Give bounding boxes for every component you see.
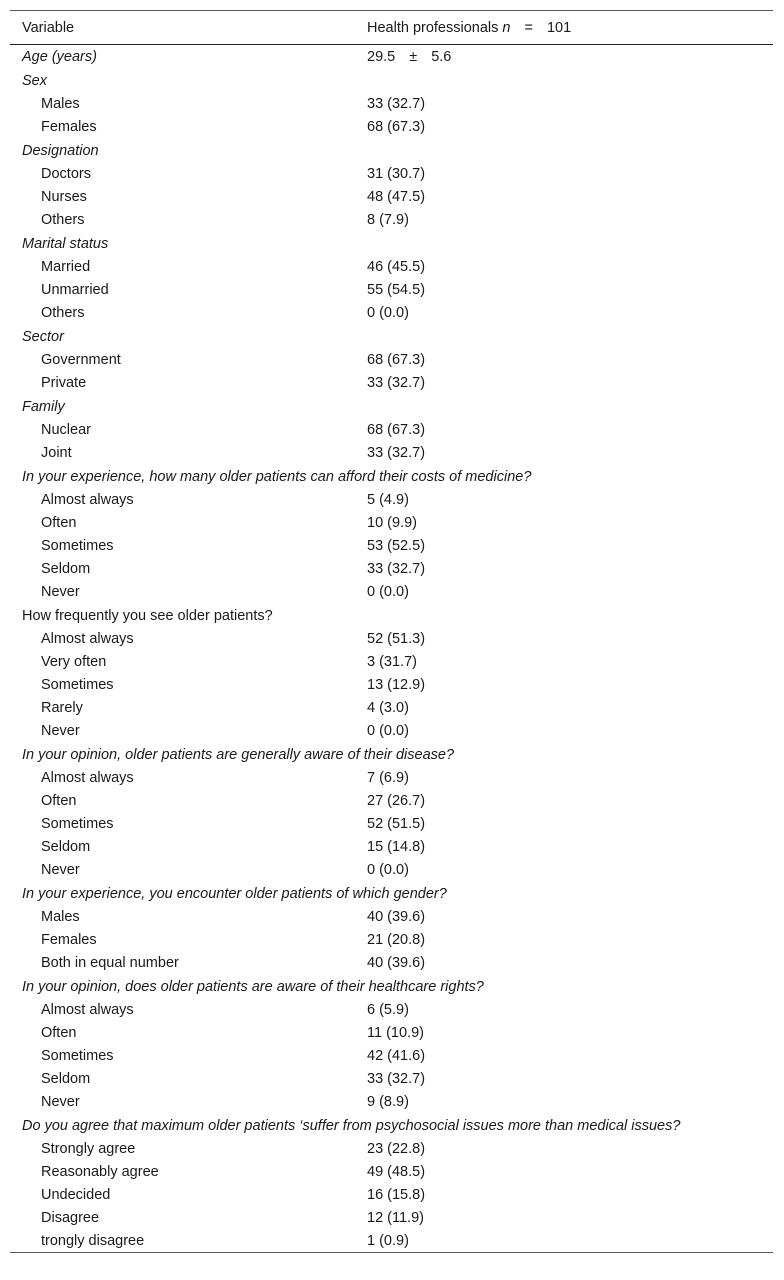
row-label: Almost always: [41, 491, 134, 508]
section-title: In your opinion, older patients are generally aware of their disease?: [22, 746, 455, 763]
row-value: 0 (0.0): [367, 861, 409, 878]
n-value: 101: [546, 19, 572, 36]
row-label: Nuclear: [41, 421, 91, 438]
section-title: Sector: [22, 328, 64, 345]
row-value: 40 (39.6): [367, 954, 426, 971]
row-value: 10 (9.9): [367, 514, 417, 531]
row-label: Nurses: [41, 188, 87, 205]
row-value: 0 (0.0): [367, 304, 409, 321]
section-title: In your experience, you encounter older patients of which gender?: [22, 885, 447, 902]
row-value: 0 (0.0): [367, 722, 409, 739]
row-value: 27 (26.7): [367, 792, 426, 809]
table-row: [10, 673, 773, 696]
row-value: 42 (41.6): [367, 1047, 426, 1064]
group-label: Health professionals: [367, 19, 499, 36]
row-value: 33 (32.7): [367, 95, 426, 112]
row-value: 7 (6.9): [367, 769, 409, 786]
row-label: Disagree: [41, 1209, 100, 1226]
section-header: [10, 604, 773, 627]
row-label: Sometimes: [41, 537, 114, 554]
table-row: [10, 418, 773, 441]
table-row: [10, 185, 773, 208]
section-title: Family: [22, 398, 65, 415]
table-row: [10, 92, 773, 115]
row-label: Never: [41, 583, 80, 600]
table-row: [10, 812, 773, 835]
row-value: 23 (22.8): [367, 1140, 426, 1157]
section-header: [10, 465, 773, 488]
row-label: Sometimes: [41, 815, 114, 832]
row-label: Almost always: [41, 630, 134, 647]
group-column-header: [367, 20, 773, 36]
row-value: 68 (67.3): [367, 118, 426, 135]
plus-minus-sign: ±: [409, 48, 418, 65]
row-label: Undecided: [41, 1186, 111, 1203]
table-row: [10, 905, 773, 928]
section-header: [10, 975, 773, 998]
table-row: [10, 488, 773, 511]
table-row: [10, 557, 773, 580]
row-value: 33 (32.7): [367, 374, 426, 391]
row-label: Rarely: [41, 699, 83, 716]
row-value: 53 (52.5): [367, 537, 426, 554]
row-label: Never: [41, 861, 80, 878]
row-label: Females: [41, 931, 97, 948]
table-row: [10, 1090, 773, 1113]
section-title: In your experience, how many older patients can afford their costs of medicine?: [22, 468, 532, 485]
row-label: Males: [41, 908, 80, 925]
row-label: Both in equal number: [41, 954, 179, 971]
row-value: 68 (67.3): [367, 351, 426, 368]
row-value: 33 (32.7): [367, 444, 426, 461]
row-label: Seldom: [41, 838, 91, 855]
section-header: [10, 1114, 773, 1137]
table-row: [10, 1044, 773, 1067]
section-title: In your opinion, does older patients are aware of their healthcare rights?: [22, 978, 484, 995]
section-header: [10, 882, 773, 905]
section-title: Do you agree that maximum older patients ‘suffer from psychosocial issues more than medical issues?: [22, 1117, 681, 1134]
row-value: 9 (8.9): [367, 1093, 409, 1110]
row-value: 16 (15.8): [367, 1186, 426, 1203]
table-row: [10, 348, 773, 371]
row-value: 11 (10.9): [367, 1024, 424, 1041]
section-header: [10, 69, 773, 92]
table-row: [10, 1206, 773, 1229]
table-row: [10, 115, 773, 138]
row-label: Sometimes: [41, 1047, 114, 1064]
row-value: 3 (31.7): [367, 653, 417, 670]
table-row: [10, 1067, 773, 1090]
table-row: [10, 580, 773, 603]
row-value: 4 (3.0): [367, 699, 409, 716]
row-value: 1 (0.9): [367, 1232, 409, 1249]
row-value: 33 (32.7): [367, 560, 426, 577]
age-row: [10, 45, 773, 68]
n-symbol: n: [502, 19, 511, 36]
row-label: Often: [41, 1024, 77, 1041]
section-title: Marital status: [22, 235, 109, 252]
row-label: Others: [41, 304, 85, 321]
table-row: [10, 858, 773, 881]
row-label: Often: [41, 792, 77, 809]
table-row: [10, 1160, 773, 1183]
row-label: Very often: [41, 653, 107, 670]
row-label: Never: [41, 1093, 80, 1110]
table-row: [10, 278, 773, 301]
table-row: [10, 928, 773, 951]
section-header: [10, 232, 773, 255]
table-row: [10, 1021, 773, 1044]
variable-column-header: Variable: [22, 19, 75, 36]
row-label: Almost always: [41, 1001, 134, 1018]
row-value: 31 (30.7): [367, 165, 426, 182]
age-value: [367, 49, 773, 65]
row-label: Sometimes: [41, 676, 114, 693]
row-value: 46 (45.5): [367, 258, 426, 275]
age-label: Age (years): [22, 48, 97, 65]
section-title: Sex: [22, 72, 47, 89]
row-value: 68 (67.3): [367, 421, 426, 438]
row-label: Seldom: [41, 560, 91, 577]
table-row: [10, 998, 773, 1021]
table-row: [10, 650, 773, 673]
table-row: [10, 627, 773, 650]
table-row: [10, 162, 773, 185]
table-row: [10, 766, 773, 789]
table-row: [10, 951, 773, 974]
section-title: How frequently you see older patients?: [22, 607, 273, 624]
row-label: Almost always: [41, 769, 134, 786]
row-value: 55 (54.5): [367, 281, 426, 298]
row-label: Government: [41, 351, 121, 368]
row-value: 40 (39.6): [367, 908, 426, 925]
table-row: [10, 835, 773, 858]
table-row: [10, 208, 773, 231]
row-label: Doctors: [41, 165, 91, 182]
row-value: 49 (48.5): [367, 1163, 426, 1180]
row-value: 33 (32.7): [367, 1070, 426, 1087]
table-row: [10, 719, 773, 742]
row-value: 6 (5.9): [367, 1001, 409, 1018]
row-value: 48 (47.5): [367, 188, 426, 205]
table-row: [10, 441, 773, 464]
table-row: [10, 371, 773, 394]
row-label: Married: [41, 258, 91, 275]
row-value: 52 (51.3): [367, 630, 426, 647]
table-row: [10, 789, 773, 812]
row-label: Joint: [41, 444, 72, 461]
row-label: Often: [41, 514, 77, 531]
row-value: 0 (0.0): [367, 583, 409, 600]
table-row: [10, 301, 773, 324]
row-label: Females: [41, 118, 97, 135]
row-label: Reasonably agree: [41, 1163, 159, 1180]
table-row: [10, 1229, 773, 1252]
section-header: [10, 395, 773, 418]
row-label: Males: [41, 95, 80, 112]
row-value: 12 (11.9): [367, 1209, 424, 1226]
row-label: Never: [41, 722, 80, 739]
table-row: [10, 255, 773, 278]
row-label: Others: [41, 211, 85, 228]
table-row: [10, 696, 773, 719]
age-sd: 5.6: [431, 48, 452, 65]
table-row: [10, 1137, 773, 1160]
row-value: 52 (51.5): [367, 815, 426, 832]
row-value: 5 (4.9): [367, 491, 409, 508]
section-header: [10, 325, 773, 348]
table-body: [10, 69, 773, 1252]
row-label: Unmarried: [41, 281, 109, 298]
row-label: trongly disagree: [41, 1232, 145, 1249]
row-value: 21 (20.8): [367, 931, 426, 948]
data-table: [10, 10, 773, 1253]
row-value: 13 (12.9): [367, 676, 426, 693]
row-label: Private: [41, 374, 87, 391]
section-title: Designation: [22, 142, 99, 159]
section-header: [10, 743, 773, 766]
row-value: 8 (7.9): [367, 211, 409, 228]
equals-sign: =: [524, 19, 533, 36]
table-header: [10, 11, 773, 45]
table-row: [10, 534, 773, 557]
table-row: [10, 1183, 773, 1206]
section-header: [10, 139, 773, 162]
row-label: Seldom: [41, 1070, 91, 1087]
row-label: Strongly agree: [41, 1140, 136, 1157]
row-value: 15 (14.8): [367, 838, 426, 855]
age-mean: 29.5: [367, 48, 396, 65]
table-row: [10, 511, 773, 534]
